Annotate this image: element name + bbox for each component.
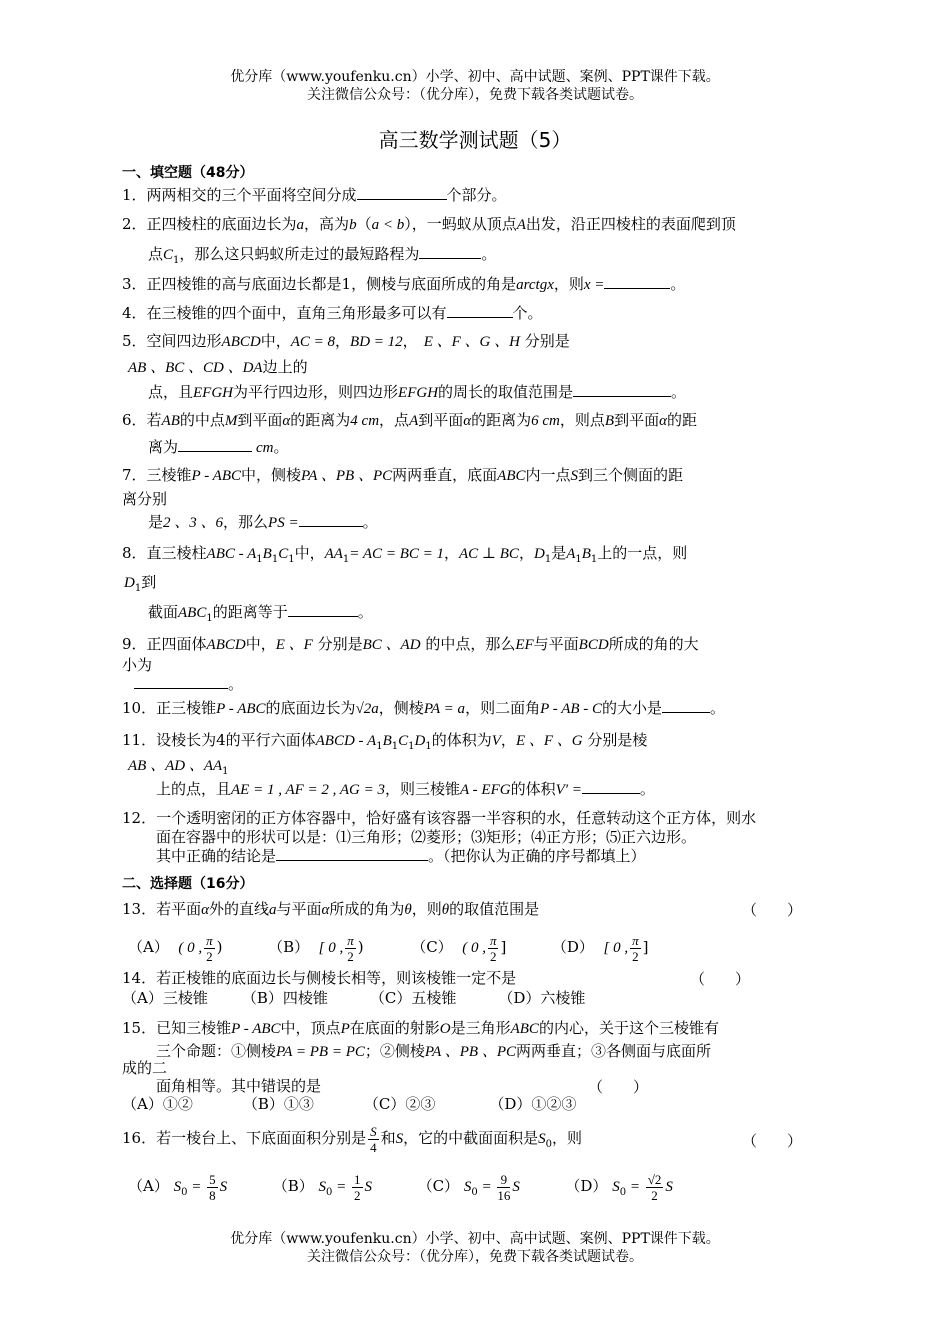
question-12-line3: 其中正确的结论是 。（把你认为正确的序号都填上） <box>156 847 646 865</box>
question-12: 12．一个透明密闭的正方体容器中，恰好盛有该容器一半容积的水，任意转动这个正方体，则水 <box>122 809 757 827</box>
question-15: 15．已知三棱锥P - ABC中，顶点P在底面的射影O是三角形ABC的内心，关于这个三棱锥有 <box>122 1019 719 1037</box>
question-9-line2: 小为 <box>122 656 153 674</box>
question-8-cont: 截面$ABC_1$的距离等于 。 <box>148 603 373 624</box>
question-15-line4: 面角相等。其中错误的是 <box>156 1077 322 1095</box>
question-7: 7．三棱锥P - ABC中，侧棱PA 、PB 、PC两两垂直，底面ABC内一点S到三个侧面的距 <box>122 466 684 484</box>
footer-line1: 优分库（www.youfenku.cn）小学、初中、高中试题、案例、PPT课件下载。 <box>230 1231 720 1247</box>
question-11-cont: 上的点，且AE = 1 , AF = 2 , AG = 3，则三棱锥A - EFG的体积V′ = 。 <box>156 780 655 798</box>
question-1: 1．两两相交的三个平面将空间分成 个部分。 <box>122 186 507 204</box>
question-15-line3: 成的二 <box>122 1059 168 1077</box>
question-16-options: （A） $S_0$ = $\frac{5}{8}$ S （B） $S_0$ = $\frac{1}{2}$ S （C） $S_0$ = $\frac{9}{16}$ S （D） $S_0$ = $\frac{√2}{2}$ S <box>128 1171 673 1203</box>
question-2: 2．正四棱柱的底面边长为a，高为b（a < b），一蚂蚁从顶点A出发，沿正四棱柱的表面爬到顶 <box>122 215 736 233</box>
question-13: 13．若平面α外的直线a与平面α所成的角为θ，则θ的取值范围是 <box>122 900 540 918</box>
question-6-cont: 离为 cm。 <box>148 438 289 456</box>
section-multiple-choice: 二、选择题（16分） <box>122 876 254 892</box>
question-15-line2: 三个命题：①侧棱PA = PB = PC；②侧棱PA 、PB 、PC两两垂直；③各侧面与底面所 <box>156 1042 712 1060</box>
question-12-line2: 面在容器中的形状可以是：⑴三角形；⑵菱形；⑶矩形；⑷正方形；⑸正六边形。 <box>156 828 697 846</box>
header-line2: 关注微信公众号：（优分库），免费下载各类试题试卷。 <box>307 87 643 103</box>
question-7-cont: 是2 、3 、6，那么PS = 。 <box>148 513 378 531</box>
question-11-edges: AB 、AD 、$AA_1$ <box>128 758 229 777</box>
question-5-cont: 点，且EFGH为平行四边形，则四边形EFGH的周长的取值范围是 。 <box>148 383 687 401</box>
question-16: 16．若一棱台上、下底面面积分别是 $\frac{S}{4}$ 和S，它的中截面面积是$S_0$，则 <box>122 1123 583 1155</box>
question-13-options: （A） ( 0 , $\frac{\pi}{2}$ ) （B） [ 0 , $\frac{\pi}{2}$ ) （C） ( 0 , $\frac{\pi}{2}$ ] （D） [ 0 , $\frac{\pi}{2}$ ] <box>128 932 649 964</box>
question-5-edges: AB 、BC 、CD 、DA边上的 <box>128 358 308 376</box>
question-9: 9．正四面体ABCD中，E 、F 分别是BC 、AD 的中点，那么EF与平面BCD所成的角的大 <box>122 635 699 653</box>
question-6: 6．若AB的中点M到平面α的距离为4 cm，点A到平面α的距离为6 cm，则点B到平面α的距 <box>122 411 697 429</box>
question-15-options: （A）①② （B）①③ （C）②③ （D）①②③ <box>122 1095 577 1113</box>
footer-line2: 关注微信公众号：（优分库），免费下载各类试题试卷。 <box>307 1249 643 1265</box>
page-title: 高三数学测试题（5） <box>378 128 572 152</box>
question-11: 11．设棱长为4的平行六面体ABCD - $A_1B_1C_1D_1$的体积为V，E 、F 、G 分别是棱 <box>122 731 648 752</box>
question-3: 3．正四棱锥的高与底面边长都是1，侧棱与底面所成的角是arctgx，则x = 。 <box>122 275 686 293</box>
header-line1: 优分库（www.youfenku.cn）小学、初中、高中试题、案例、PPT课件下载。 <box>230 69 720 85</box>
question-4: 4．在三棱锥的四个面中，直角三角形最多可以有 个。 <box>122 304 543 322</box>
answer-paren-14: （ ） <box>690 970 751 988</box>
question-14: 14．若正棱锥的底面边长与侧棱长相等，则该棱锥一定不是 <box>122 969 517 987</box>
question-8: 8．直三棱柱ABC - $A_1B_1C_1$中，$AA_1=$ AC = BC = 1，AC ⊥ BC，$D_1$是$A_1B_1$上的一点，则 <box>122 544 688 565</box>
question-7-line2: 离分别 <box>122 490 168 508</box>
question-10: 10．正三棱锥P - ABC的底面边长为√2a，侧棱PA = a，则二面角P - AB - C的大小是 。 <box>122 699 726 717</box>
question-5: 5．空间四边形ABCD中，AC = 8，BD = 12， E 、F 、G 、H 分别是 <box>122 332 570 350</box>
question-2-cont: 点$C_1$，那么这只蚂蚁所走过的最短路程为 。 <box>148 245 497 266</box>
question-14-options: （A）三棱锥 （B）四棱锥 （C）五棱锥 （D）六棱锥 <box>122 989 586 1007</box>
answer-paren-16: （ ） <box>742 1132 803 1150</box>
answer-paren-13: （ ） <box>742 901 803 919</box>
question-8-line2: $D_1$到 <box>124 573 157 594</box>
answer-paren-15: （ ） <box>588 1078 649 1096</box>
question-9-cont: 。 <box>134 674 243 694</box>
section-fill-blank: 一、填空题（48分） <box>122 165 254 181</box>
